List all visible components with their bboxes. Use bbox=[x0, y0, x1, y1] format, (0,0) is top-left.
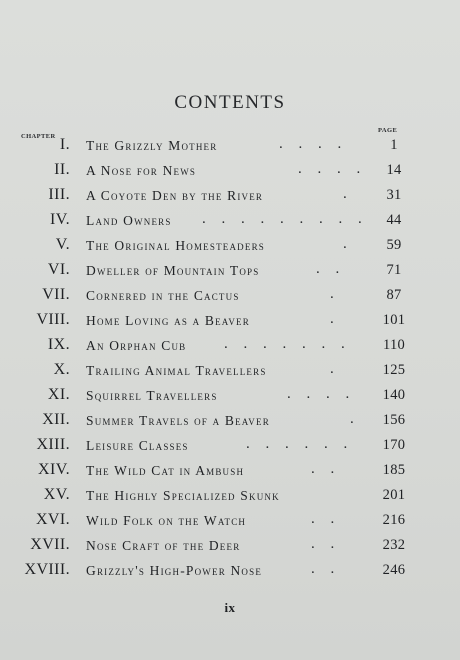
page-number: 44 bbox=[386, 212, 402, 228]
chapter-numeral: III. bbox=[48, 186, 70, 203]
page-number: 1 bbox=[390, 137, 398, 153]
toc-entry bbox=[0, 336, 460, 361]
toc-entry bbox=[0, 161, 460, 186]
chapter-numeral: VI. bbox=[47, 261, 70, 278]
dot-leader: . . . . . . . bbox=[224, 336, 351, 352]
toc-entry bbox=[0, 411, 460, 436]
toc-entry bbox=[0, 261, 460, 286]
toc-entry bbox=[0, 361, 460, 386]
page-number: 71 bbox=[386, 262, 402, 278]
dot-leader: . . bbox=[311, 461, 341, 477]
dot-leader: . . bbox=[311, 536, 341, 552]
chapter-numeral: VII. bbox=[42, 286, 70, 303]
dot-leader: . bbox=[343, 186, 353, 202]
chapter-title: Home Loving as a Beaver bbox=[86, 313, 250, 328]
chapter-numeral: XVII. bbox=[30, 536, 70, 553]
toc-entry bbox=[0, 236, 460, 261]
toc-entry bbox=[0, 136, 460, 161]
chapter-title: Trailing Animal Travellers bbox=[86, 363, 267, 378]
page-number: 101 bbox=[382, 312, 406, 328]
chapter-title: The Grizzly Mother bbox=[86, 138, 218, 153]
toc-entry bbox=[0, 311, 460, 336]
chapter-title: Squirrel Travellers bbox=[86, 388, 218, 403]
dot-leader: . bbox=[343, 236, 353, 252]
page-number: 246 bbox=[382, 562, 406, 578]
page-number: 110 bbox=[382, 337, 406, 353]
toc-entry bbox=[0, 436, 460, 461]
dot-leader: . . . . bbox=[298, 161, 367, 177]
dot-leader: . . . . . . bbox=[246, 436, 354, 452]
chapter-numeral: XV. bbox=[43, 486, 70, 503]
chapter-title: Cornered in the Cactus bbox=[86, 288, 240, 303]
chapter-numeral: VIII. bbox=[36, 311, 70, 328]
dot-leader: . . bbox=[311, 511, 341, 527]
toc-entry bbox=[0, 561, 460, 586]
contents-heading: CONTENTS bbox=[174, 92, 286, 113]
toc-entry bbox=[0, 486, 460, 511]
chapter-title: An Orphan Cub bbox=[86, 338, 187, 353]
dot-leader: . bbox=[330, 286, 340, 302]
toc-entry bbox=[0, 536, 460, 561]
chapter-numeral: XIV. bbox=[38, 461, 70, 478]
chapter-title: The Wild Cat in Ambush bbox=[86, 463, 245, 478]
chapter-title: Dweller of Mountain Tops bbox=[86, 263, 260, 278]
chapter-title: Wild Folk on the Watch bbox=[86, 513, 247, 528]
toc-entry bbox=[0, 461, 460, 486]
page-number: 232 bbox=[382, 537, 406, 553]
chapter-title: Grizzly's High-Power Nose bbox=[86, 563, 263, 578]
chapter-numeral: XI. bbox=[47, 386, 70, 403]
page-number: 14 bbox=[386, 162, 402, 178]
toc-entry bbox=[0, 286, 460, 311]
page-number: 185 bbox=[382, 462, 406, 478]
chapter-title: A Nose for News bbox=[86, 163, 197, 178]
chapter-numeral: IV. bbox=[49, 211, 70, 228]
chapter-numeral: XIII. bbox=[36, 436, 70, 453]
page-number: 31 bbox=[386, 187, 402, 203]
page-number: 87 bbox=[386, 287, 402, 303]
dot-leader: . bbox=[330, 361, 340, 377]
page-number: 156 bbox=[382, 412, 406, 428]
page-number: 216 bbox=[382, 512, 406, 528]
page-number: 59 bbox=[386, 237, 402, 253]
page-number: 140 bbox=[382, 387, 406, 403]
chapter-title: Nose Craft of the Deer bbox=[86, 538, 241, 553]
chapter-numeral: V. bbox=[55, 236, 70, 253]
toc-entry bbox=[0, 511, 460, 536]
chapter-title: The Highly Specialized Skunk bbox=[86, 488, 280, 503]
chapter-title: Summer Travels of a Beaver bbox=[86, 413, 270, 428]
page-folio: ix bbox=[224, 600, 236, 615]
dot-leader: . . bbox=[316, 261, 346, 277]
dot-leader: . . . . bbox=[287, 386, 356, 402]
dot-leader: . . . . . . . . . bbox=[202, 211, 368, 227]
dot-leader: . . bbox=[311, 561, 341, 577]
dot-leader: . . . . bbox=[279, 136, 348, 152]
chapter-numeral: IX. bbox=[47, 336, 70, 353]
toc-entry bbox=[0, 211, 460, 236]
chapter-title: Land Owners bbox=[86, 213, 172, 228]
page-number: 201 bbox=[382, 487, 406, 503]
page-column-header: PAGE bbox=[378, 127, 398, 134]
chapter-numeral: XVI. bbox=[35, 511, 70, 528]
chapter-title: The Original Homesteaders bbox=[86, 238, 265, 253]
page-number: 125 bbox=[382, 362, 406, 378]
dot-leader: . bbox=[330, 311, 340, 327]
chapter-column-header: CHAPTER bbox=[21, 133, 56, 140]
toc-entry bbox=[0, 386, 460, 411]
chapter-title: Leisure Classes bbox=[86, 438, 189, 453]
chapter-numeral: I. bbox=[59, 136, 70, 153]
chapter-numeral: II. bbox=[54, 161, 70, 178]
chapter-numeral: XII. bbox=[42, 411, 70, 428]
chapter-title: A Coyote Den by the River bbox=[86, 188, 264, 203]
chapter-numeral: X. bbox=[53, 361, 70, 378]
page-number: 170 bbox=[382, 437, 406, 453]
dot-leader: . bbox=[350, 411, 360, 427]
chapter-numeral: XVIII. bbox=[24, 561, 70, 578]
toc-entry bbox=[0, 186, 460, 211]
